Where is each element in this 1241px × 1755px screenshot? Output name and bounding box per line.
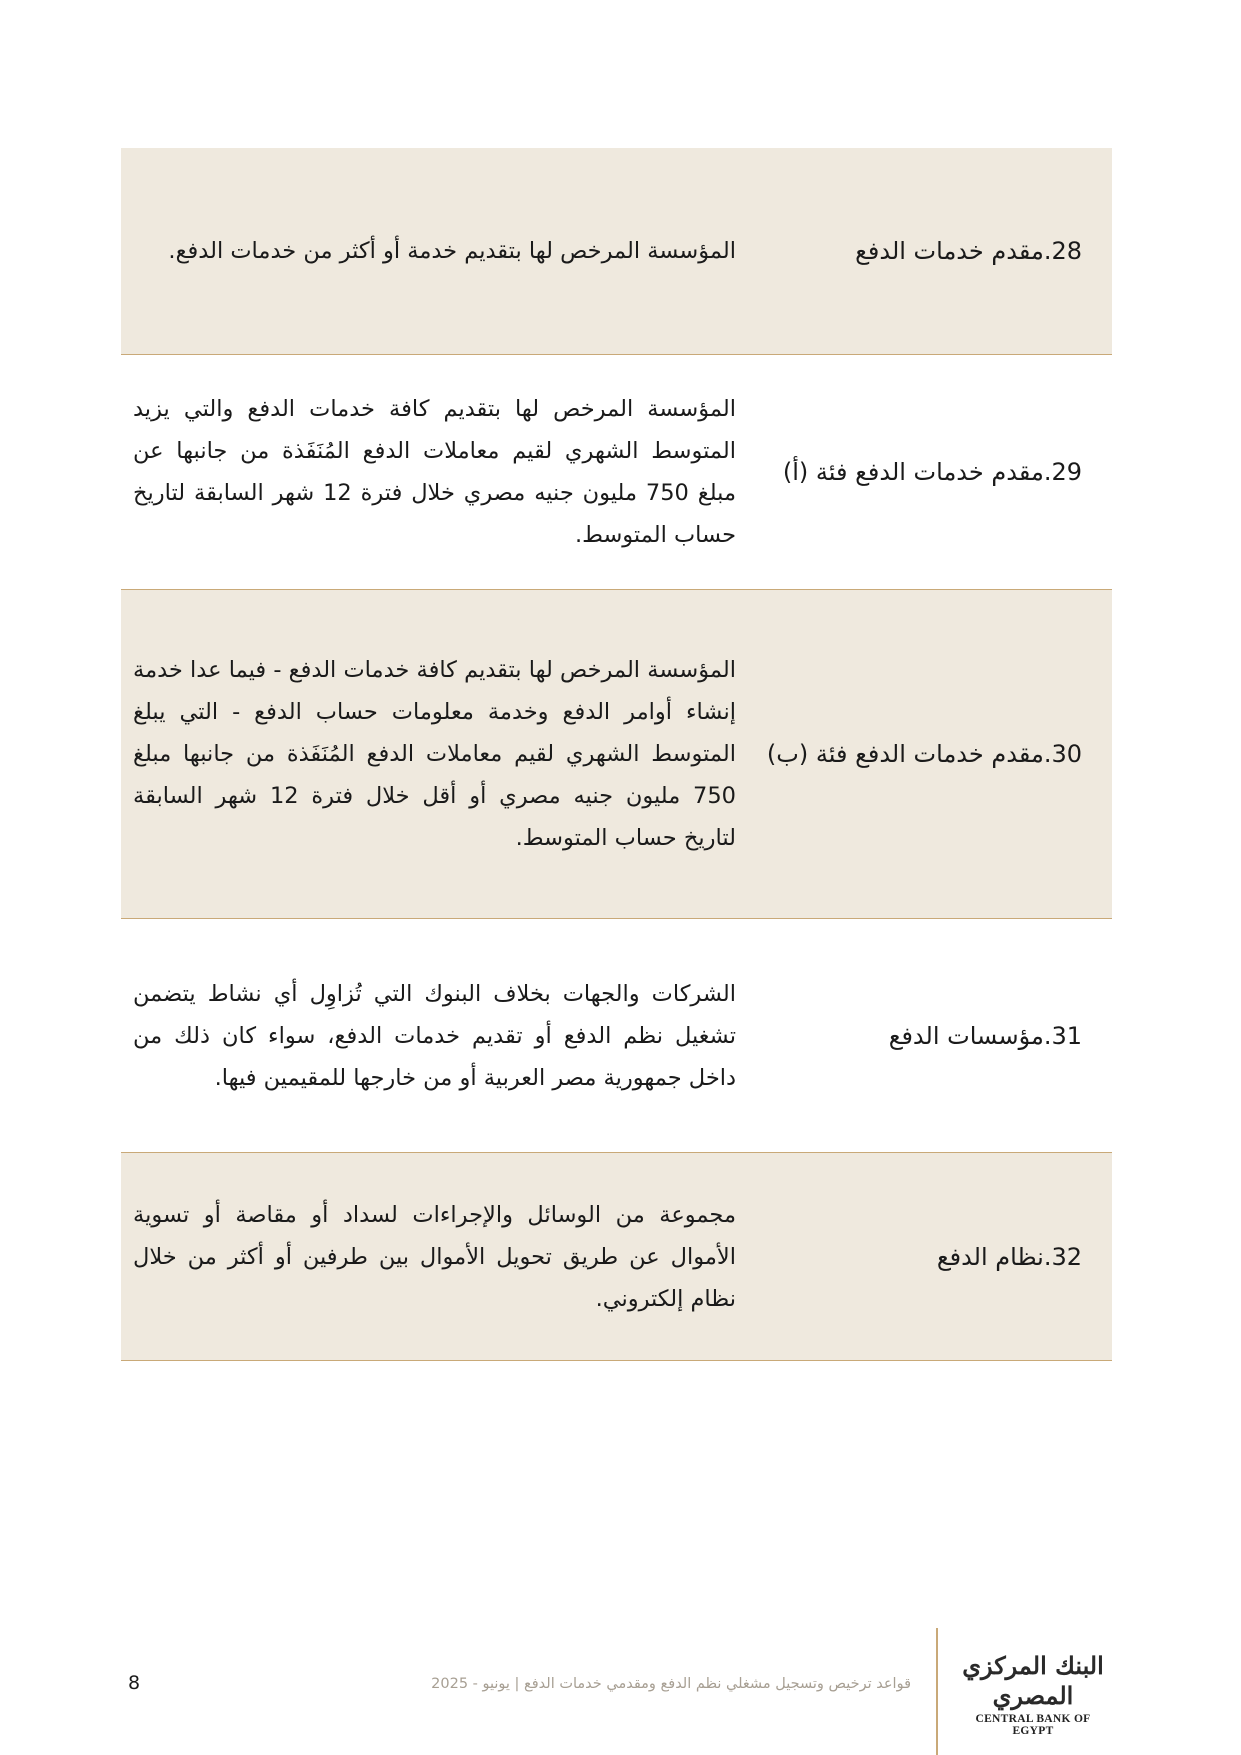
logo-arabic-text: البنك المركزي المصري: [962, 1651, 1104, 1710]
definition-row: [121, 590, 1112, 919]
term-label: 30.مقدم خدمات الدفع فئة (ب): [766, 740, 1082, 768]
definition-row: [121, 1153, 1112, 1361]
footer-divider: [936, 1628, 938, 1755]
definition-text: مجموعة من الوسائل والإجراءات لسداد أو مقاصة أو تسوية الأموال عن طريق تحويل الأموال بين طرفين أو أكثر من خلال نظام إلكتروني.: [133, 1201, 736, 1312]
term-label: 32.نظام الدفع: [936, 1242, 1082, 1271]
term-label: 28.مقدم خدمات الدفع: [855, 237, 1082, 265]
term-label: 31.مؤسسات الدفع: [888, 1021, 1082, 1050]
definition-text: الشركات والجهات بخلاف البنوك التي تُزاوِل أي نشاط يتضمن تشغيل نظم الدفع أو تقديم خدمات الدفع، سواء كان ذلك من داخل جمهورية مصر العربية أو من خارجها للمقيمين فيها.: [133, 980, 736, 1091]
definition-row: [121, 919, 1112, 1153]
footer-document-title: قواعد ترخيص وتسجيل مشغلي نظم الدفع ومقدمي خدمات الدفع | يونيو - 2025: [431, 1676, 911, 1692]
central-bank-logo: [958, 1651, 1108, 1737]
logo-english-text: CENTRAL BANK OF EGYPT: [975, 1713, 1091, 1737]
term-label: 29.مقدم خدمات الدفع فئة (أ): [782, 458, 1082, 486]
definition-text: المؤسسة المرخص لها بتقديم كافة خدمات الدفع - فيما عدا خدمة إنشاء أوامر الدفع وخدمة معلومات حساب الدفع - التي يبلغ المتوسط الشهري لقيم معاملات الدفع المُنَفَذة من جانبها مبلغ 750 مليون جنيه مصري أو أقل خلال فترة 12 شهر السابقة لتاريخ حساب المتوسط.: [133, 657, 736, 851]
definition-text: المؤسسة المرخص لها بتقديم كافة خدمات الدفع والتي يزيد المتوسط الشهري لقيم معاملات الدفع المُنَفَذة من جانبها عن مبلغ 750 مليون جنيه مصري خلال فترة 12 شهر السابقة لتاريخ حساب المتوسط.: [133, 396, 736, 548]
definition-row: [121, 355, 1112, 590]
definition-text: المؤسسة المرخص لها بتقديم خدمة أو أكثر من خدمات الدفع.: [168, 238, 736, 264]
page-number: 8: [128, 1672, 141, 1694]
definitions-table: [121, 148, 1112, 1361]
definition-row: [121, 148, 1112, 355]
